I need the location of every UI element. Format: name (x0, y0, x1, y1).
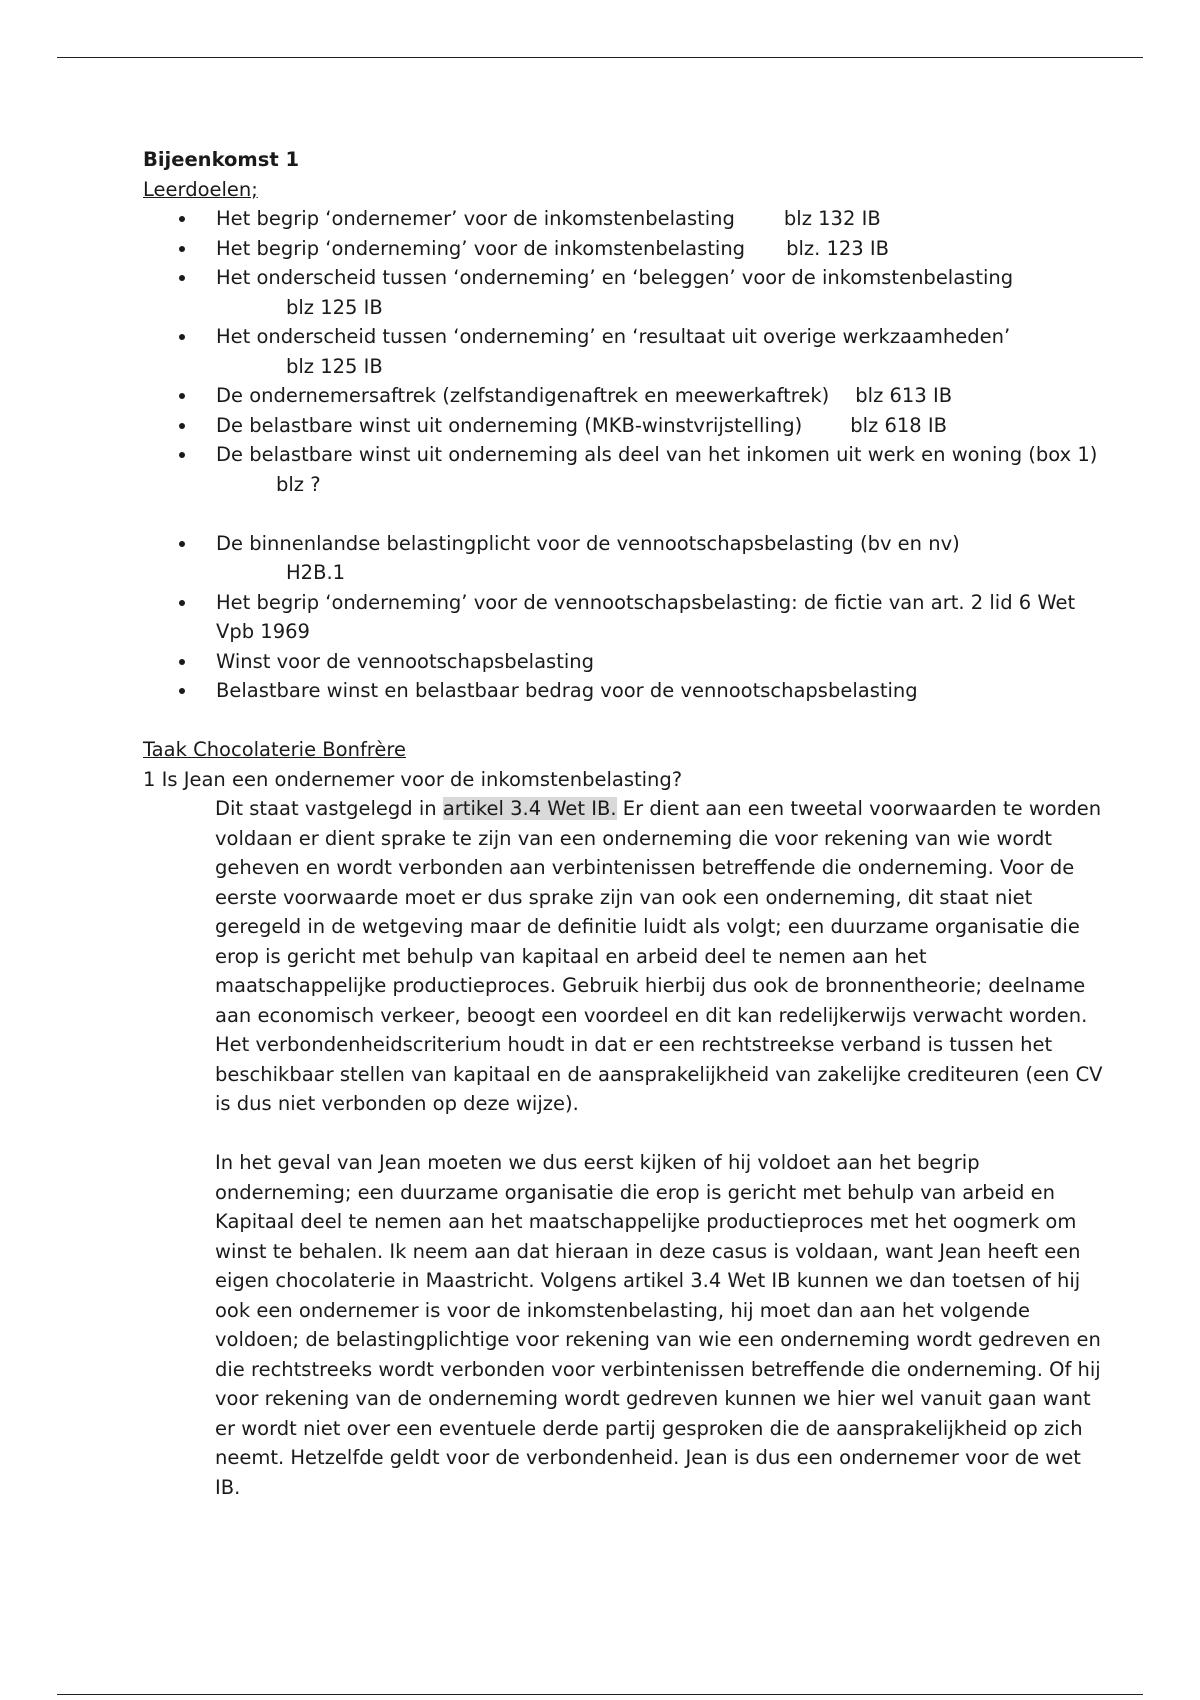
spacer (215, 1119, 1103, 1149)
list-item (143, 322, 1103, 381)
goal-text: De belastbare winst uit onderneming als deel van het inkomen uit werk en woning (box 1) (216, 443, 1098, 466)
goal-text: Het onderscheid tussen ‘onderneming’ en ‘resultaat uit overige werkzaamheden’ (216, 325, 1011, 348)
goal-text: De ondernemersaftrek (zelfstandigenaftrek en meewerkaftrek) (216, 384, 830, 407)
list-item (143, 647, 1103, 677)
answer-paragraph-1 (215, 794, 1103, 1119)
goal-ref: blz 618 IB (850, 413, 947, 437)
goal-ref: blz 125 IB (286, 295, 383, 319)
list-item (143, 204, 1103, 234)
answer-text-pre: Dit staat vastgelegd in (215, 797, 443, 820)
list-item (143, 529, 1103, 588)
list-item (143, 440, 1103, 499)
goals-list (143, 204, 1103, 706)
goal-ref: H2B.1 (286, 561, 346, 584)
task-title: Taak Chocolaterie Bonfrère (143, 738, 406, 761)
goal-text: Het onderscheid tussen ‘onderneming’ en ‘beleggen’ voor de inkomstenbelasting (216, 266, 1014, 289)
goal-ref: blz ? (276, 472, 321, 496)
answer-block (143, 794, 1103, 1502)
answer-text-post: Er dient aan een tweetal voorwaarden te worden voldaan er dient sprake te zijn van een onderneming die voor rekening van wie wordt geheven en wordt verbonden aan verbintenissen betreffende die onderneming. Voor de eerste voorwaarde moet er dus sprake zijn van ook een onderneming, dit staat niet geregeld in de wetgeving maar de definitie luidt als volgt; een duurzame organisatie die erop is gericht met behulp van kapitaal en arbeid deel te nemen aan het maatschappelijke productieproces. Gebruik hierbij dus ook de bronnentheorie; deelname aan economisch verkeer, beoogt een voordeel en dit kan redelijkerwijs verwacht worden. Het verbondenheidscriterium houdt in dat er een rechtstreekse verband is tussen het beschikbaar stellen van kapitaal en de aansprakelijkheid van zakelijke crediteuren (een CV is dus niet verbonden op deze wijze). (215, 797, 1103, 1115)
document-page (143, 145, 1103, 1502)
list-item (143, 381, 1103, 411)
goal-ref: blz 125 IB (286, 354, 383, 378)
header-rule (57, 57, 1143, 58)
list-item (143, 234, 1103, 264)
goals-label: Leerdoelen; (143, 177, 258, 201)
goal-ref: blz. 123 IB (786, 236, 890, 260)
goal-text: Het begrip ‘onderneming’ voor de inkomstenbelasting (216, 236, 746, 260)
question-1: 1 Is Jean een ondernemer voor de inkomstenbelasting? (143, 767, 683, 791)
goal-text: Het begrip ‘ondernemer’ voor de inkomstenbelasting (216, 207, 735, 230)
goal-text: Het begrip ‘onderneming’ voor de vennootschapsbelasting: de fictie van art. 2 lid 6 Wet Vpb 1969 (216, 590, 1076, 643)
goal-ref: blz 132 IB (783, 207, 881, 230)
list-item (143, 263, 1103, 322)
goal-text: Winst voor de vennootschapsbelasting (216, 649, 595, 673)
goal-ref: blz 613 IB (855, 384, 953, 407)
goal-text: De belastbare winst uit onderneming (MKB-winstvrijstelling) (216, 413, 803, 437)
answer-paragraph-2: In het geval van Jean moeten we dus eerst kijken of hij voldoet aan het begrip onderneming; een duurzame organisatie die erop is gericht met behulp van arbeid en Kapitaal deel te nemen aan het maatschappelijke productieproces met het oogmerk om winst te behalen. Ik neem aan dat hieraan in deze casus is voldaan, want Jean heeft een eigen chocolaterie in Maastricht. Volgens artikel 3.4 Wet IB kunnen we dan toetsen of hij ook een ondernemer is voor de inkomstenbelasting, hij moet dan aan het volgende voldoen; de belastingplichtige voor rekening van wie een onderneming wordt gedreven en die rechtstreeks wordt verbonden voor verbintenissen betreffende die onderneming. Of hij voor rekening van de onderneming wordt gedreven kunnen we hier wel vanuit gaan want er wordt niet over een eventuele derde partij gesproken die de aansprakelijkheid op zich neemt. Hetzelfde geldt voor de verbondenheid. Jean is dus een ondernemer voor de wet IB. (215, 1151, 1101, 1499)
footer-rule (57, 1694, 1143, 1695)
goal-text: Belastbare winst en belastbaar bedrag voor de vennootschapsbelasting (216, 679, 918, 702)
goal-text: De binnenlandse belastingplicht voor de vennootschapsbelasting (bv en nv) (216, 531, 960, 555)
list-item (143, 676, 1103, 706)
list-item (143, 588, 1103, 647)
list-item (143, 411, 1103, 441)
page-title: Bijeenkomst 1 (143, 148, 300, 171)
highlighted-reference: artikel 3.4 Wet IB. (442, 797, 617, 820)
spacer (143, 706, 1103, 736)
